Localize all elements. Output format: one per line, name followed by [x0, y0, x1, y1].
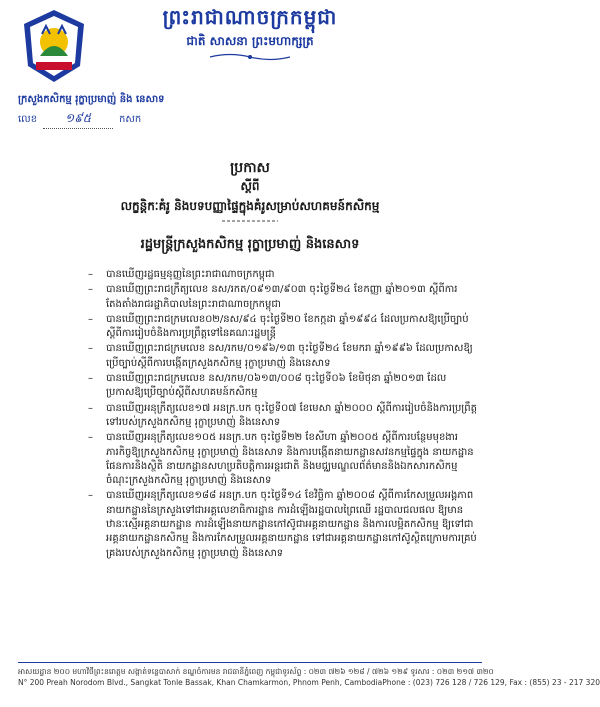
clause-item: – បានឃើញព្រះរាជក្រឹត្យលេខ នស/រកត/០៩១៣/៩០៣ ចុះថ្ងៃទី២៤ ខែកញ្ញា ឆ្នាំ២០១៣ ស្តីពីការតែងតាំងរាជរដ្ឋាភិបាលនៃព្រះរាជាណាចក្រកម្ពុជា: [88, 284, 458, 310]
preamble-clauses: [88, 268, 480, 562]
document-subject: លក្ខន្តិកៈគំរូ និងបទបញ្ញាផ្ទៃក្នុងគំរូសម្រាប់សហគមន៍កសិកម្ម: [120, 199, 380, 213]
footer: [18, 666, 600, 688]
clause-item: – បានឃើញព្រះរាជក្រមលេខ នស/រកម/០៦១៣/០០៨ ចុះថ្ងៃទី០៦ ខែមិថុនា ឆ្នាំ២០១៣ ដែលប្រកាសឱ្យប្រើច្បាប់ស្តីពីសហគមន៍កសិកម្ម: [88, 373, 447, 399]
reference-line: [18, 110, 141, 129]
document-type: ប្រកាស: [230, 160, 270, 176]
clause-item: – បានឃើញអនុក្រឹត្យលេខ១៨៨ អនក្រ.បក ចុះថ្ងៃទី១៤ ខែវិច្ឆិកា ឆ្នាំ២០០៨ ស្តីពីការកែសម្រួលអង្គភាពនាយកដ្ឋាននៃក្រសួងទៅជាអគ្គលេខាធិការដ្ឋាន ការដំឡើងរដ្ឋបាលព្រៃឈើ រដ្ឋបាលជលផល ឱ្យមានឋានៈស្មើអគ្គនាយកដ្ឋាន ការដំឡើងនាយកដ្ឋានកៅស៊ូជាអគ្គនាយកដ្ឋាន និងការលម្អិតកសិកម្ម ឱ្យទៅជាអគ្គនាយកដ្ឋានកសិកម្ម និងការកែសម្រួលអគ្គនាយកដ្ឋាន ទៅជាអគ្គនាយកដ្ឋានកៅស៊ូស្ថិតក្រោមការគ្រប់គ្រងរបស់ក្រសួងកសិកម្ម រុក្ខាប្រមាញ់ និងនេសាទ: [88, 490, 477, 559]
clause-item: – បានឃើញអនុក្រឹត្យលេខ១៧ អនក្រ.បក ចុះថ្ងៃទី០៧ ខែមេសា ឆ្នាំ២០០០ ស្តីពីការរៀបចំនិងការប្រព្រឹត្តទៅរបស់ក្រសួងកសិកម្ម រុក្ខាប្រមាញ់ និងនេសាទ: [88, 402, 477, 428]
clause-item: – បានឃើញអនុក្រឹត្យលេខ១០៥ អនក្រ.បក ចុះថ្ងៃទី២២ ខែសីហា ឆ្នាំ២០០៥ ស្តីពីការបន្ថែមមុខងារ ភារកិច្ចឱ្យក្រសួងកសិកម្ម រុក្ខាប្រមាញ់ និងនេសាទ និងការបង្កើតនាយកដ្ឋានសវនកម្មផ្ទៃក្នុង នាយកដ្ឋានផែនការនិងស្ថិតិ នាយកដ្ឋានសហប្រតិបត្តិការអន្តរជាតិ និងមជ្ឈមណ្ឌលព័ត៌មាននិងឯកសារកសិកម្ម ចំណុះក្រសួងកសិកម្ម រុក្ខាប្រមាញ់ និងនេសាទ: [88, 432, 474, 487]
clause-text: បានឃើញព្រះរាជក្រមលេខ នស/រកម/០៦១៣/០០៨ ចុះថ្ងៃទី០៦ ខែមិថុនា ឆ្នាំ២០១៣ ដែលប្រកាសឱ្យប្រើច្បាប់ស្តីពីសហគមន៍កសិកម្ម: [106, 373, 447, 399]
clause-item: – បានឃើញព្រះរាជក្រមលេខ នស/រកម/០១៩៦/១៣ ចុះថ្ងៃទី២៤ ខែមករា ឆ្នាំ១៩៩៦ ដែលប្រកាសឱ្យប្រើច្បាប់ស្តីពីការបង្កើតក្រសួងកសិកម្ម រុក្ខាប្រមាញ់ និងនេសាទ: [88, 343, 473, 369]
about-label: ស្តីពី: [240, 179, 260, 193]
footer-phone-en: Phone : (023) 726 128 / 726 129, Fax : (855) 23 - 217 320: [382, 678, 600, 687]
footer-address-km: អាសយដ្ឋាន ២០០ មហាវិថីព្រះនរោត្តម សង្កាត់ទន្លេបាសាក់ ខណ្ឌចំការមន រាជធានីភ្នំពេញ កម្ពុជា: [18, 667, 283, 676]
issuing-authority: រដ្ឋមន្ត្រីក្រសួងកសិកម្ម រុក្ខាប្រមាញ់ និងនេសាទ: [140, 237, 360, 252]
kingdom-title: ព្រះរាជាណាចក្រកម្ពុជា: [162, 5, 338, 29]
footer-address-en: N° 200 Preah Norodom Blvd., Sangkat Tonle Bassak, Khan Chamkarmon, Phnom Penh, Cambodia: [18, 678, 383, 687]
ornament-divider: [210, 52, 290, 62]
title-divider: [222, 218, 278, 224]
ministry-name: ក្រសួងកសិកម្ម រុក្ខាប្រមាញ់ និង នេសាទ: [18, 94, 165, 105]
reference-prefix: លេខ: [18, 114, 38, 125]
clause-text: បានឃើញអនុក្រឹត្យលេខ១៨៨ អនក្រ.បក ចុះថ្ងៃទី១៤ ខែវិច្ឆិកា ឆ្នាំ២០០៨ ស្តីពីការកែសម្រួលអង្គភាពនាយកដ្ឋាននៃក្រសួងទៅជាអគ្គលេខាធិការដ្ឋាន ការដំឡើងរដ្ឋបាលព្រៃឈើ រដ្ឋបាលជលផល ឱ្យមានឋានៈស្មើអគ្គនាយកដ្ឋាន ការដំឡើងនាយកដ្ឋានកៅស៊ូជាអគ្គនាយកដ្ឋាន និងការលម្អិតកសិកម្ម ឱ្យទៅជាអគ្គនាយកដ្ឋានកសិកម្ម និងការកែសម្រួលអគ្គនាយកដ្ឋាន ទៅជាអគ្គនាយកដ្ឋានកៅស៊ូស្ថិតក្រោមការគ្រប់គ្រងរបស់ក្រសួងកសិកម្ម រុក្ខាប្រមាញ់ និងនេសាទ: [106, 490, 477, 559]
clause-text: បានឃើញព្រះរាជក្រមលេខ០២/នស/៩៤ ចុះថ្ងៃទី២០ ខែកក្កដា ឆ្នាំ១៩៩៤ ដែលប្រកាសឱ្យប្រើច្បាប់ស្តីពីការរៀបចំនិងការប្រព្រឹត្តទៅនៃគណៈរដ្ឋមន្ត្រី: [106, 313, 469, 340]
national-motto: ជាតិ សាសនា ព្រះមហាក្សត្រ: [186, 34, 314, 48]
footer-divider: [18, 662, 482, 663]
clause-item: – បានឃើញព្រះរាជក្រមលេខ០២/នស/៩៤ ចុះថ្ងៃទី២០ ខែកក្កដា ឆ្នាំ១៩៩៤ ដែលប្រកាសឱ្យប្រើច្បាប់ស្តីពីការរៀបចំនិងការប្រព្រឹត្តទៅនៃគណៈរដ្ឋមន្ត្រី: [88, 313, 469, 340]
clause-item: – បានឃើញរដ្ឋធម្មនុញ្ញនៃព្រះរាជាណាចក្រកម្ពុជា: [88, 269, 275, 280]
clause-text: បានឃើញរដ្ឋធម្មនុញ្ញនៃព្រះរាជាណាចក្រកម្ពុជា: [106, 269, 275, 280]
clause-text: បានឃើញព្រះរាជក្រមលេខ នស/រកម/០១៩៦/១៣ ចុះថ្ងៃទី២៤ ខែមករា ឆ្នាំ១៩៩៦ ដែលប្រកាសឱ្យប្រើច្បាប់ស្តីពីការបង្កើតក្រសួងកសិកម្ម រុក្ខាប្រមាញ់ និងនេសាទ: [106, 343, 473, 369]
reference-suffix: កសក: [119, 114, 142, 125]
clause-text: បានឃើញអនុក្រឹត្យលេខ១០៥ អនក្រ.បក ចុះថ្ងៃទី២២ ខែសីហា ឆ្នាំ២០០៥ ស្តីពីការបន្ថែមមុខងារ ភារកិច្ចឱ្យក្រសួងកសិកម្ម រុក្ខាប្រមាញ់ និងនេសាទ និងការបង្កើតនាយកដ្ឋានសវនកម្មផ្ទៃក្នុង នាយកដ្ឋានផែនការនិងស្ថិតិ នាយកដ្ឋានសហប្រតិបត្តិការអន្តរជាតិ និងមជ្ឈមណ្ឌលព័ត៌មាននិងឯកសារកសិកម្ម ចំណុះក្រសួងកសិកម្ម រុក្ខាប្រមាញ់ និងនេសាទ: [106, 432, 474, 487]
reference-number: ១៩៥: [43, 110, 113, 129]
clause-text: បានឃើញអនុក្រឹត្យលេខ១៧ អនក្រ.បក ចុះថ្ងៃទី០៧ ខែមេសា ឆ្នាំ២០០០ ស្តីពីការរៀបចំនិងការប្រព្រឹត្តទៅរបស់ក្រសួងកសិកម្ម រុក្ខាប្រមាញ់ និងនេសាទ: [106, 402, 477, 428]
footer-phone-km: ទូរស័ព្ទ : ០២៣ ៧២៦ ១២៨ / ៧២៦ ១២៩ ទូរសារ : ០២៣ ២១៧ ៣២០: [282, 667, 494, 676]
clause-text: បានឃើញព្រះរាជក្រឹត្យលេខ នស/រកត/០៩១៣/៩០៣ ចុះថ្ងៃទី២៤ ខែកញ្ញា ឆ្នាំ២០១៣ ស្តីពីការតែងតាំងរាជរដ្ឋាភិបាលនៃព្រះរាជាណាចក្រកម្ពុជា: [106, 284, 458, 310]
